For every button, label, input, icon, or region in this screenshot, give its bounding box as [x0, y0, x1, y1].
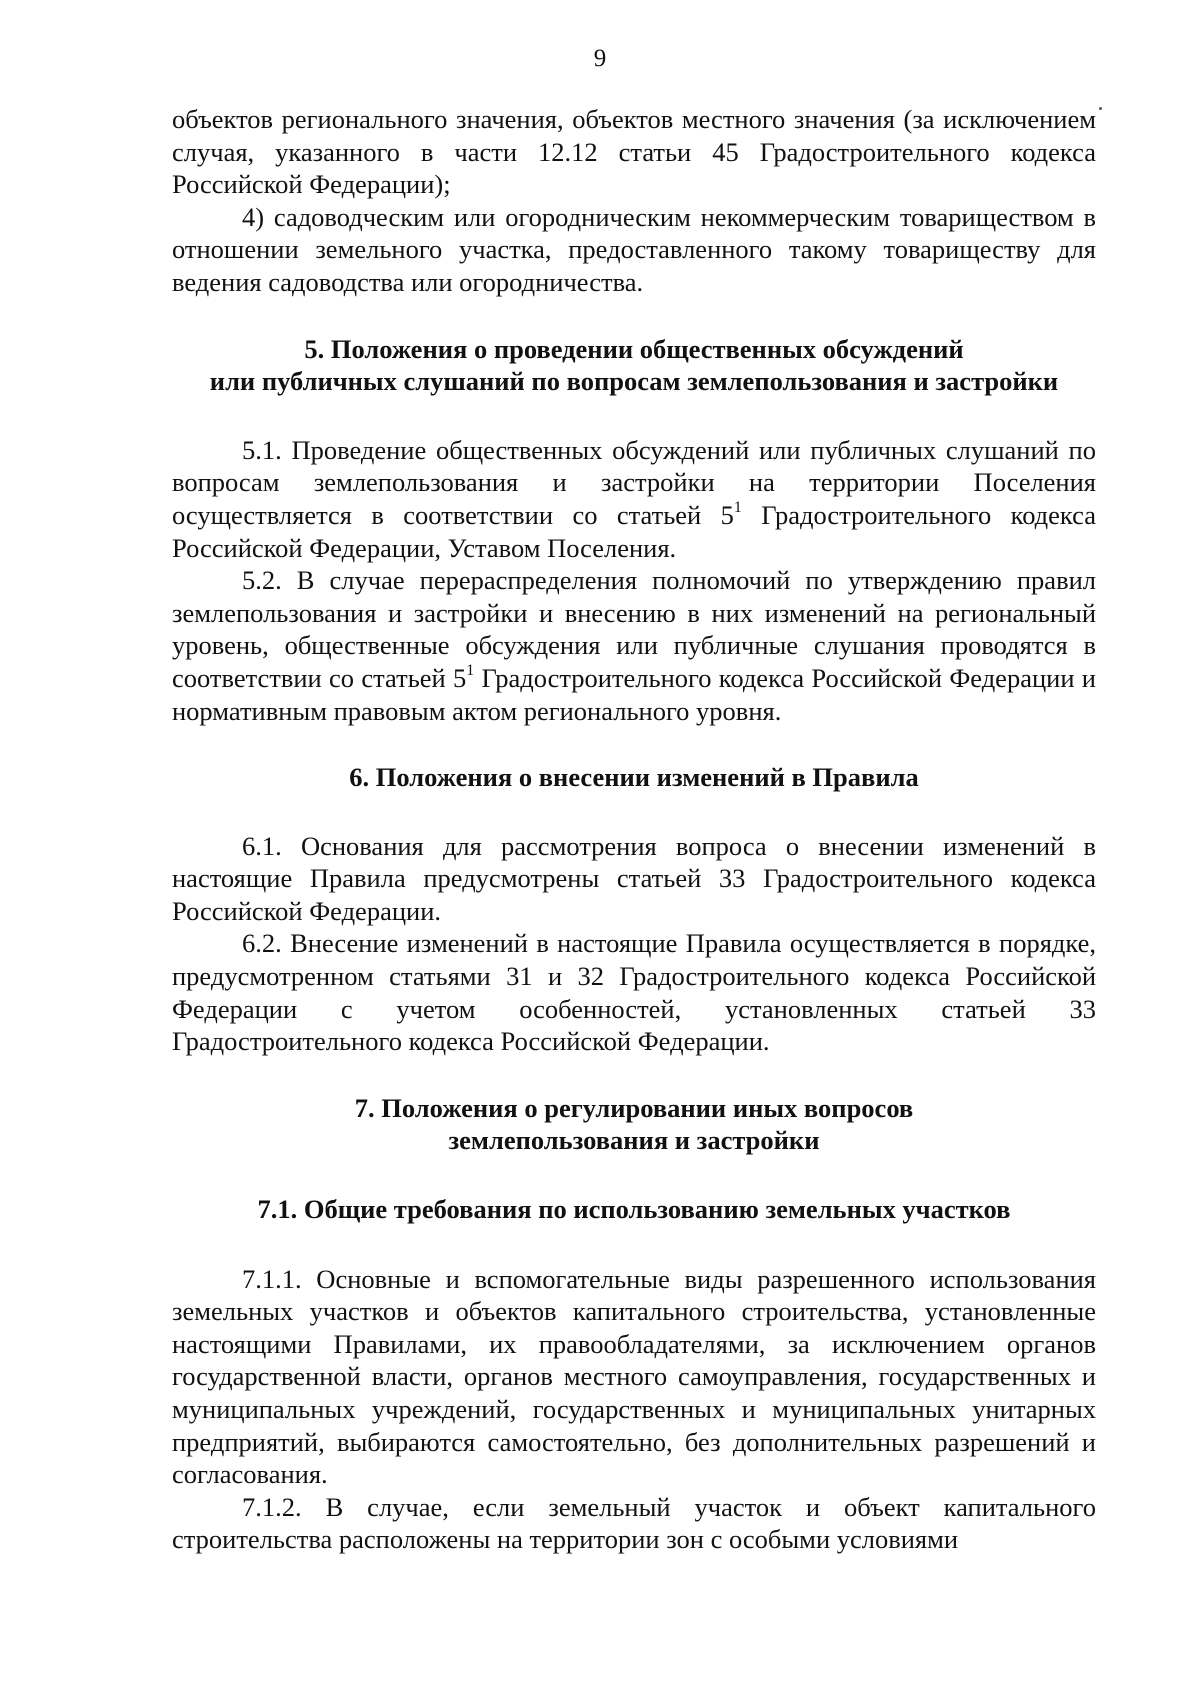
section-6-heading [172, 761, 1096, 794]
paragraph-continuation: объектов регионального значения, объектов местного значения (за исключением случая, указанного в части 12.12 статьи 45 Градостроительного кодекса Российской Федерации); [172, 104, 1096, 200]
document-body [172, 103, 1096, 1556]
paragraph-7-1-2: 7.1.2. В случае, если земельный участок и объект капитального строительства расположены на территории зон с особыми условиями [172, 1491, 1096, 1555]
paragraph-5-2-text-end: Градостроительного кодекса Российской Федерации и нормативным правовым актом регионального уровня. [172, 662, 1096, 726]
scan-speck [1099, 107, 1102, 110]
paragraph-5-1-text: 5.1. Проведение общественных обсуждений или публичных слушаний по вопросам землепользования и застройки на территории Поселения осуществляется в соответствии со статьей 5 [172, 434, 1096, 530]
paragraph-5-1-text-end: Градостроительного кодекса Российской Федерации, Уставом Поселения. [172, 499, 1096, 563]
paragraph-item-4: 4) садоводческим или огородническим некоммерческим товариществом в отношении земельного участка, предоставленного такому товариществу для ведения садоводства или огородничества. [172, 201, 1096, 297]
page-number: 9 [593, 45, 607, 72]
superscript: 1 [466, 661, 475, 679]
section-7-title-line2: землепользования и застройки [448, 1125, 820, 1156]
section-5-title-line1: 5. Положения о проведении общественных обсуждений [304, 333, 964, 364]
subsection-7-1-title: 7.1. Общие требования по использованию земельных участков [257, 1194, 1011, 1225]
section-7-title-line1: 7. Положения о регулировании иных вопросов [354, 1092, 914, 1123]
paragraph-5-2 [172, 564, 1096, 727]
section-5-title-line2: или публичных слушаний по вопросам землепользования и застройки [209, 366, 1059, 397]
section-5-heading [172, 333, 1096, 398]
section-6-title: 6. Положения о внесении изменений в Правила [349, 762, 919, 793]
paragraph-6-1: 6.1. Основания для рассмотрения вопроса о внесении изменений в настоящие Правила предусмотрены статьей 33 Градостроительного кодекса Российской Федерации. [172, 830, 1096, 926]
paragraph-6-2: 6.2. Внесение изменений в настоящие Правила осуществляется в порядке, предусмотренном статьями 31 и 32 Градостроительного кодекса Российской Федерации с учетом особенностей, установленных статьей 33 Градостроительного кодекса Российской Федерации. [172, 928, 1096, 1057]
section-7-heading [172, 1092, 1096, 1157]
paragraph-5-1 [172, 434, 1096, 564]
subsection-7-1-heading [172, 1193, 1096, 1226]
paragraph-5-2-text: 5.2. В случае перераспределения полномочий по утверждению правил землепользования и застройки и внесению в них изменений на региональный уровень, общественные обсуждения или публичные слушания проводятся в соответствии со статьей 5 [172, 565, 1096, 693]
superscript: 1 [733, 499, 742, 517]
paragraph-7-1-1: 7.1.1. Основные и вспомогательные виды разрешенного использования земельных участков и объектов капитального строительства, установленные настоящими Правилами, их правообладателями, за исключением органов государственной власти, органов местного самоуправления, государственных и муниципальных учреждений, государственных и муниципальных унитарных предприятий, выбираются самостоятельно, без дополнительных разрешений и согласования. [172, 1263, 1096, 1490]
